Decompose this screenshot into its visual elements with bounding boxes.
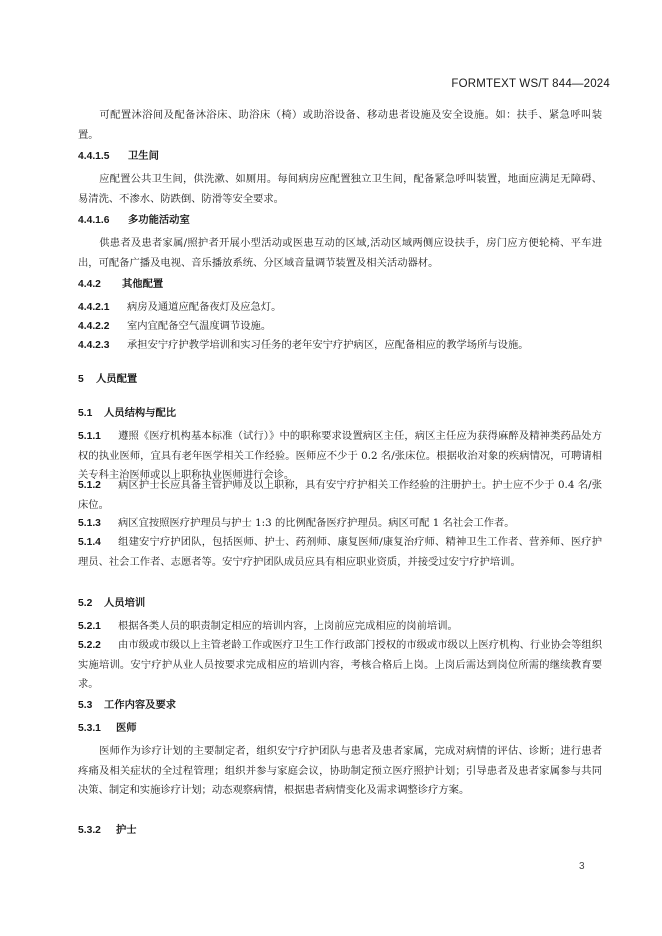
heading-5-3: 5.3 工作内容及要求	[78, 699, 177, 711]
paragraph-text: 可配置沐浴间及配备沐浴床、助浴床（椅）或助浴设备、移动患者设施及安全设施。如：扶手、紧急呼叫装置。	[78, 109, 602, 141]
page-number: 3	[579, 861, 585, 872]
paragraph-activity-room	[78, 234, 602, 273]
heading-5: 5 人员配置	[78, 373, 138, 385]
heading-title: 人员培训	[104, 597, 146, 609]
heading-5-3-1: 5.3.1 医师	[78, 722, 137, 734]
clause-text: 承担安宁疗护教学培训和实习任务的老年安宁疗护病区，应配备相应的教学场所与设施。	[127, 339, 529, 351]
clause-text: 室内宜配备空气温度调节设施。	[127, 320, 272, 332]
clause-5-1-4: 5.1.4 组建安宁疗护团队，包括医师、护士、药剂师、康复医师/康复治疗师、精神卫生工作者、营养师、医疗护理员、社会工作者、志愿者等。安宁疗护团队成员应具有相应职业资质，并接受过安宁疗护培训。	[78, 536, 602, 568]
heading-title: 其他配置	[122, 278, 164, 290]
heading-title: 人员配置	[96, 373, 138, 385]
heading-4-4-2: 4.4.2 其他配置	[78, 278, 164, 290]
heading-title: 工作内容及要求	[104, 699, 177, 711]
clause-5-1-2: 5.1.2 病区护士长应具备主管护师及以上职称，具有安宁疗护相关工作经验的注册护士。护士应不少于 0.4 名/张床位。	[78, 479, 602, 511]
clause-text: 遵照《医疗机构基本标准（试行）》中的职称要求设置病区主任，病区主任应为获得麻醉及精神类药品处方权的执业医师，宜具有老年医学相关工作经验。医师应不少于 0.2 名/张床位。根据收治对象的疾病情况，可聘请相关专科主治医师或以上职称执业医师进行会诊。	[78, 430, 602, 481]
clause-5-1-1: 5.1.1 遵照《医疗机构基本标准（试行）》中的职称要求设置病区主任，病区主任应为获得麻醉及精神类药品处方权的执业医师，宜具有老年医学相关工作经验。医师应不少于 0.2 名/张床位。根据收治对象的疾病情况，可聘请相关专科主治医师或以上职称执业医师进行会诊。	[78, 430, 602, 481]
clause-4-4-2-1: 4.4.2.1 病房及通道应配备夜灯及应急灯。	[78, 301, 282, 313]
clause-text: 组建安宁疗护团队，包括医师、护士、药剂师、康复医师/康复治疗师、精神卫生工作者、营养师、医疗护理员、社会工作者、志愿者等。安宁疗护团队成员应具有相应职业资质，并接受过安宁疗护培训。	[78, 536, 602, 568]
clause-5-2-1: 5.2.1 根据各类人员的职责制定相应的培训内容，上岗前应完成相应的岗前培训。	[78, 620, 458, 632]
heading-title: 多功能活动室	[128, 214, 190, 226]
heading-title: 医师	[116, 722, 137, 734]
clause-text: 病房及通道应配备夜灯及应急灯。	[127, 301, 282, 313]
heading-title: 护士	[116, 824, 137, 836]
heading-4-4-1-5: 4.4.1.5 卫生间	[78, 150, 159, 162]
clause-5-1-3: 5.1.3 病区宜按照医疗护理员与护士 1:3 的比例配备医疗护理员。病区可配 1 名社会工作者。	[78, 517, 515, 529]
heading-5-2: 5.2 人员培训	[78, 597, 146, 609]
heading-5-1: 5.1 人员结构与配比	[78, 407, 177, 419]
paragraph-text: 供患者及患者家属/照护者开展小型活动或医患互动的区域,活动区域两侧应设扶手，房门应方便轮椅、平车进出，可配备广播及电视、音乐播放系统、分区域音量调节装置及相关活动器材。	[78, 237, 602, 269]
paragraph-doctor-duties	[78, 742, 602, 801]
clause-text: 病区护士长应具备主管护师及以上职称，具有安宁疗护相关工作经验的注册护士。护士应不少于 0.4 名/张床位。	[78, 479, 602, 511]
clause-4-4-2-2: 4.4.2.2 室内宜配备空气温度调节设施。	[78, 320, 272, 332]
clause-4-4-2-3: 4.4.2.3 承担安宁疗护教学培训和实习任务的老年安宁疗护病区，应配备相应的教学场所与设施。	[78, 339, 529, 351]
document-code-header: FORMTEXT WS/T 844—2024	[451, 78, 610, 90]
clause-5-2-2: 5.2.2 由市级或市级以上主管老龄工作或医疗卫生工作行政部门授权的市级或市级以上医疗机构、行业协会等组织实施培训。安宁疗护从业人员按要求完成相应的培训内容，考核合格后上岗。上岗后需达到岗位所需的继续教育要求。	[78, 639, 602, 690]
paragraph-text: 医师作为诊疗计划的主要制定者，组织安宁疗护团队与患者及患者家属，完成对病情的评估、诊断；进行患者疼痛及相关症状的全过程管理；组织并参与家庭会议，协助制定预立医疗照护计划；引导患者及患者家属参与共同决策、制定和实施诊疗计划；动态观察病情，根据患者病情变化及需求调整诊疗方案。	[78, 745, 602, 796]
heading-4-4-1-6: 4.4.1.6 多功能活动室	[78, 214, 190, 226]
heading-title: 卫生间	[128, 150, 159, 162]
paragraph-toilet	[78, 170, 602, 209]
clause-text: 病区宜按照医疗护理员与护士 1:3 的比例配备医疗护理员。病区可配 1 名社会工作者。	[118, 517, 515, 529]
heading-title: 人员结构与配比	[104, 407, 177, 419]
paragraph-text: 应配置公共卫生间，供洗漱、如厕用。每间病房应配置独立卫生间，配备紧急呼叫装置，地面应满足无障碍、易清洗、不渗水、防跌倒、防滑等安全要求。	[78, 173, 602, 205]
heading-5-3-2: 5.3.2 护士	[78, 824, 137, 836]
clause-text: 由市级或市级以上主管老龄工作或医疗卫生工作行政部门授权的市级或市级以上医疗机构、行业协会等组织实施培训。安宁疗护从业人员按要求完成相应的培训内容，考核合格后上岗。上岗后需达到岗位所需的继续教育要求。	[78, 639, 602, 690]
paragraph-bath-facilities	[78, 106, 602, 145]
clause-text: 根据各类人员的职责制定相应的培训内容，上岗前应完成相应的岗前培训。	[118, 620, 458, 632]
